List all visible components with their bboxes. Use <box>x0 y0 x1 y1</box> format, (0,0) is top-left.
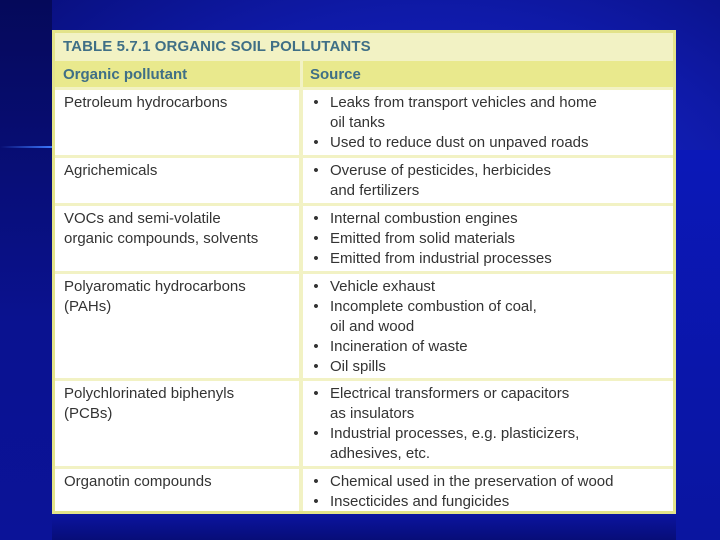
table-header-row <box>55 61 673 87</box>
pollutant-cell <box>55 158 299 203</box>
source-text: Electrical transformers or capacitors as insulators <box>330 385 570 422</box>
pollutant-cell <box>55 274 299 378</box>
source-text: Used to reduce dust on unpaved roads <box>330 134 589 151</box>
bullet-icon: • <box>313 210 319 227</box>
pollutant-name: Polychlorinated biphenyls <box>64 385 235 402</box>
background-left-band <box>0 0 52 540</box>
table-row <box>55 206 673 271</box>
column-header-pollutant: Organic pollutant <box>63 66 188 83</box>
bullet-icon: • <box>313 298 319 315</box>
table-row <box>55 158 673 203</box>
source-text: Leaks from transport vehicles and home oil tanks <box>330 94 597 131</box>
pollutants-table <box>52 30 676 514</box>
source-item <box>310 93 673 133</box>
pollutant-cell <box>55 469 299 511</box>
pollutant-name: Organotin compounds <box>64 473 212 490</box>
bullet-icon: • <box>313 385 319 402</box>
bullet-icon: • <box>313 162 319 179</box>
table-title: TABLE 5.7.1 ORGANIC SOIL POLLUTANTS <box>63 38 371 55</box>
source-cell <box>303 274 673 378</box>
source-item <box>310 357 673 377</box>
source-item <box>310 297 673 337</box>
table-row <box>55 274 673 378</box>
bullet-icon: • <box>313 94 319 111</box>
bullet-icon: • <box>313 473 319 490</box>
bullet-icon: • <box>313 250 319 267</box>
source-item <box>310 161 673 201</box>
source-text: Overuse of pesticides, herbicides and fertilizers <box>330 162 551 199</box>
pollutant-name: Petroleum hydrocarbons <box>64 94 228 111</box>
source-item <box>310 277 673 297</box>
source-text: Internal combustion engines <box>330 210 518 227</box>
source-cell <box>303 90 673 155</box>
bullet-icon: • <box>313 278 319 295</box>
bullet-icon: • <box>313 338 319 355</box>
source-cell <box>303 381 673 466</box>
bullet-icon: • <box>313 493 319 510</box>
pollutant-cell <box>55 381 299 466</box>
source-text: Vehicle exhaust <box>330 278 436 295</box>
pollutant-cell <box>55 206 299 271</box>
source-item <box>310 492 673 512</box>
pollutant-name: organic compounds, solvents <box>64 230 259 247</box>
source-text: Chemical used in the preservation of wood <box>330 473 614 490</box>
source-text: Incomplete combustion of coal, oil and wood <box>330 298 537 335</box>
source-cell <box>303 469 673 511</box>
column-header-source: Source <box>310 66 361 83</box>
source-item <box>310 384 673 424</box>
background-right-band <box>676 150 720 540</box>
pollutant-name: Polyaromatic hydrocarbons <box>64 278 246 295</box>
source-text: Emitted from industrial processes <box>330 250 552 267</box>
source-item <box>310 424 673 464</box>
source-text: Oil spills <box>330 358 386 375</box>
source-text: Insecticides and fungicides <box>330 493 510 510</box>
table-row <box>55 381 673 466</box>
background-accent-line <box>0 146 52 148</box>
source-item <box>310 249 673 269</box>
source-item <box>310 229 673 249</box>
source-text: Incineration of waste <box>330 338 468 355</box>
source-item <box>310 337 673 357</box>
source-item <box>310 472 673 492</box>
source-item <box>310 133 673 153</box>
bullet-icon: • <box>313 425 319 442</box>
header-divider <box>300 61 303 87</box>
source-text: Emitted from solid materials <box>330 230 516 247</box>
bullet-icon: • <box>313 230 319 247</box>
source-text: Industrial processes, e.g. plasticizers, adhesives, etc. <box>330 425 580 462</box>
bullet-icon: • <box>313 358 319 375</box>
source-cell <box>303 206 673 271</box>
bullet-icon: • <box>313 134 319 151</box>
pollutant-name: VOCs and semi-volatile <box>64 210 221 227</box>
table-row <box>55 90 673 155</box>
source-item <box>310 209 673 229</box>
pollutant-name: (PAHs) <box>64 298 112 315</box>
pollutant-name: Agrichemicals <box>64 162 158 179</box>
source-cell <box>303 158 673 203</box>
pollutant-name: (PCBs) <box>64 405 113 422</box>
background-bottom-band <box>52 514 676 540</box>
table-row <box>55 469 673 511</box>
pollutant-cell <box>55 90 299 155</box>
